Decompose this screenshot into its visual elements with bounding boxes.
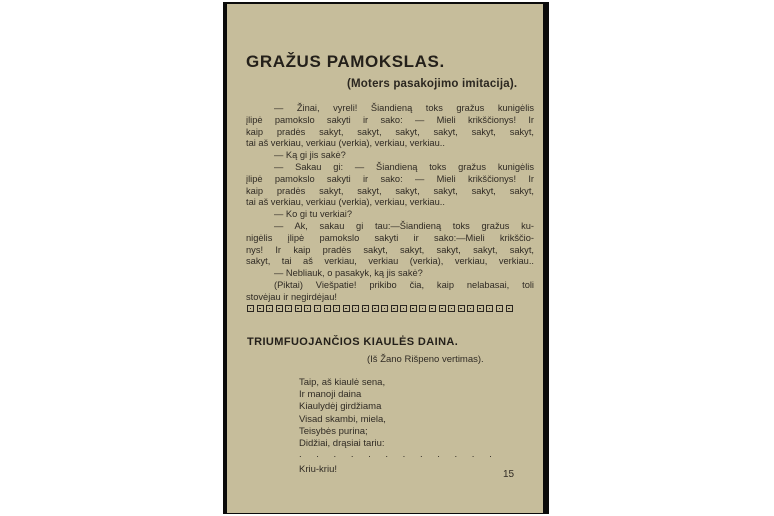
prose-line: nys! Ir kaip pradės sakyt, sakyt, sakyt, sakyt, sakyt, [246,244,534,255]
article-subtitle: (Moters pasakojimo imitacija). [347,78,518,90]
article-body [246,103,534,304]
prose-line: įlipė pamokslo sakyti ir sako: — Mieli krikščionys! Ir [246,173,534,184]
prose-line: (Piktai) Viešpatie! prikibo čia, kaip nelabasai, toli [274,279,534,290]
prose-line: kaip pradės sakyt, sakyt, sakyt, sakyt, sakyt, sakyt, [246,126,534,137]
prose-line: — Nebliauk, o pasakyk, ką jis sakė? [274,268,423,279]
prose-line: — Ką gi jis sakė? [274,150,346,161]
prose-line: — Ko gi tu verkiai? [274,209,353,220]
prose-line: — Ak, sakau gi tau:—Šiandieną toks gražus ku- [274,220,534,231]
poem-verse: Ir manoji daina [299,389,362,401]
prose-line: — Sakau gi: — Šiandieną toks gražus kunigėlis [274,161,534,172]
poem-title: TRIUMFUOJANČIOS KIAULĖS DAINA. [247,336,459,348]
prose-line: nigėlis įlipė pamokslo sakyti ir sako:—Mieli krikščio- [246,232,534,243]
book-page [227,4,543,513]
poem-verse: Teisybės purina; [299,425,368,437]
poem-source: (Iš Žano Rišpeno vertimas). [367,354,484,365]
poem-verse: Taip, aš kiaulė sena, [299,377,386,388]
prose-line: kaip pradės sakyt, sakyt, sakyt, sakyt, sakyt, sakyt, [246,185,534,196]
poem-body [299,377,498,476]
poem-verse: Didžiai, drąsiai tariu: [299,438,385,450]
prose-line: tai aš verkiau, verkiau (verkia), verkiau, verkiau.. [246,138,445,149]
ellipsis-dots: . . . . . . . . . . . . [299,449,498,461]
page-number: 15 [503,469,515,480]
ornamental-divider [247,305,513,315]
prose-line: įlipė pamokslo sakyti ir sako: — Mieli krikščionys! Ir [246,114,534,125]
prose-line: sakyt, tai aš verkiau, verkiau (verkia), verkiau, verkiau.. [246,256,534,267]
poem-verse: Visad skambi, miela, [299,413,386,425]
poem-verse: Kiaulydėj girdžiama [299,401,382,413]
prose-line: tai aš verkiau, verkiau (verkia), verkiau, verkiau.. [246,197,445,208]
poem-refrain: Kriu-kriu! [299,464,338,476]
article-title: GRAŽUS PAMOKSLAS. [246,52,445,71]
prose-line: stovėjau ir negirdėjau! [246,291,337,302]
prose-line: — Žinai, vyreli! Šiandieną toks gražus kunigėlis [274,103,534,113]
